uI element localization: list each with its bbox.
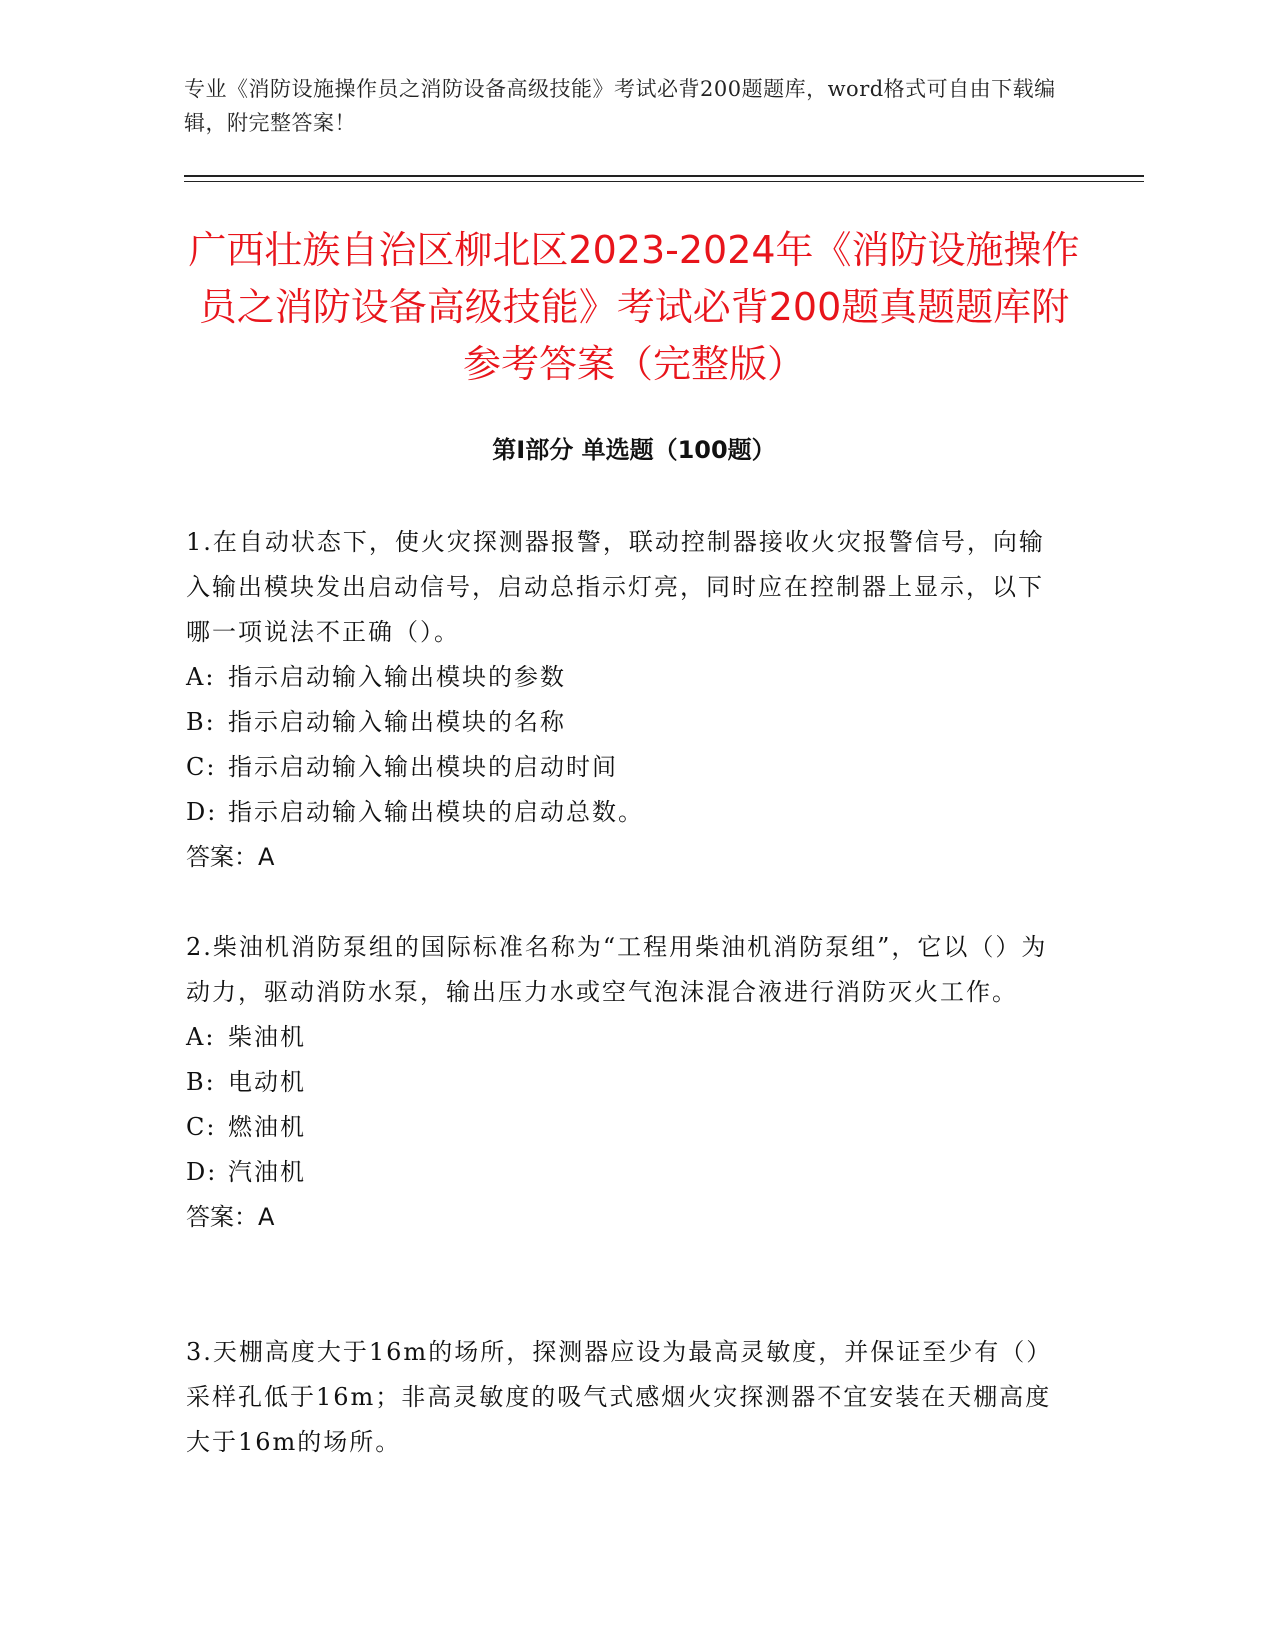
option-d[interactable]: [186, 1150, 1066, 1195]
question-1: [186, 520, 1066, 880]
question-stem: 2.柴油机消防泵组的国际标准名称为“工程用柴油机消防泵组”，它以（）为动力，驱动消防水泵，输出压力水或空气泡沫混合液进行消防灭火工作。: [186, 933, 1048, 1006]
option-key: A:: [186, 1023, 216, 1051]
document-title: 广西壮族自治区柳北区2023-2024年《消防设施操作员之消防设备高级技能》考试必背200题真题题库附参考答案（完整版）: [188, 228, 1080, 386]
option-key: A:: [186, 663, 216, 691]
option-a[interactable]: [186, 1015, 1066, 1060]
option-text: 汽油机: [228, 1158, 306, 1186]
option-b[interactable]: [186, 700, 1066, 745]
answer-line: 答案：A: [186, 843, 275, 871]
option-text: 燃油机: [228, 1113, 306, 1141]
option-b[interactable]: [186, 1060, 1066, 1105]
option-a[interactable]: [186, 655, 1066, 700]
option-key: C:: [186, 1113, 217, 1141]
answer-line: 答案：A: [186, 1203, 275, 1231]
option-text: 指示启动输入输出模块的参数: [228, 663, 566, 691]
option-text: 指示启动输入输出模块的名称: [228, 708, 566, 736]
option-key: B:: [186, 1068, 216, 1096]
option-text: 柴油机: [228, 1023, 306, 1051]
option-text: 电动机: [228, 1068, 306, 1096]
option-c[interactable]: [186, 1105, 1066, 1150]
option-key: D:: [186, 1158, 218, 1186]
option-text: 指示启动输入输出模块的启动时间: [228, 753, 618, 781]
question-2: [186, 925, 1066, 1240]
question-stem: 1.在自动状态下，使火灾探测器报警，联动控制器接收火灾报警信号，向输入输出模块发出启动信号，启动总指示灯亮，同时应在控制器上显示，以下哪一项说法不正确（）。: [186, 528, 1045, 646]
header-divider-thick: [184, 175, 1144, 177]
question-stem: 3.天棚高度大于16m的场所，探测器应设为最高灵敏度，并保证至少有（）采样孔低于16m；非高灵敏度的吸气式感烟火灾探测器不宜安装在天棚高度大于16m的场所。: [186, 1338, 1053, 1456]
option-text: 指示启动输入输出模块的启动总数。: [228, 798, 644, 826]
option-key: B:: [186, 708, 216, 736]
option-d[interactable]: [186, 790, 1066, 835]
header-note: 专业《消防设施操作员之消防设备高级技能》考试必背200题题库，word格式可自由下载编辑，附完整答案！: [184, 77, 1056, 135]
question-3: [186, 1330, 1066, 1465]
option-key: D:: [186, 798, 218, 826]
option-c[interactable]: [186, 745, 1066, 790]
header-divider-thin: [184, 181, 1144, 182]
section-title: 第Ⅰ部分 单选题（100题）: [492, 436, 776, 464]
option-key: C:: [186, 753, 217, 781]
